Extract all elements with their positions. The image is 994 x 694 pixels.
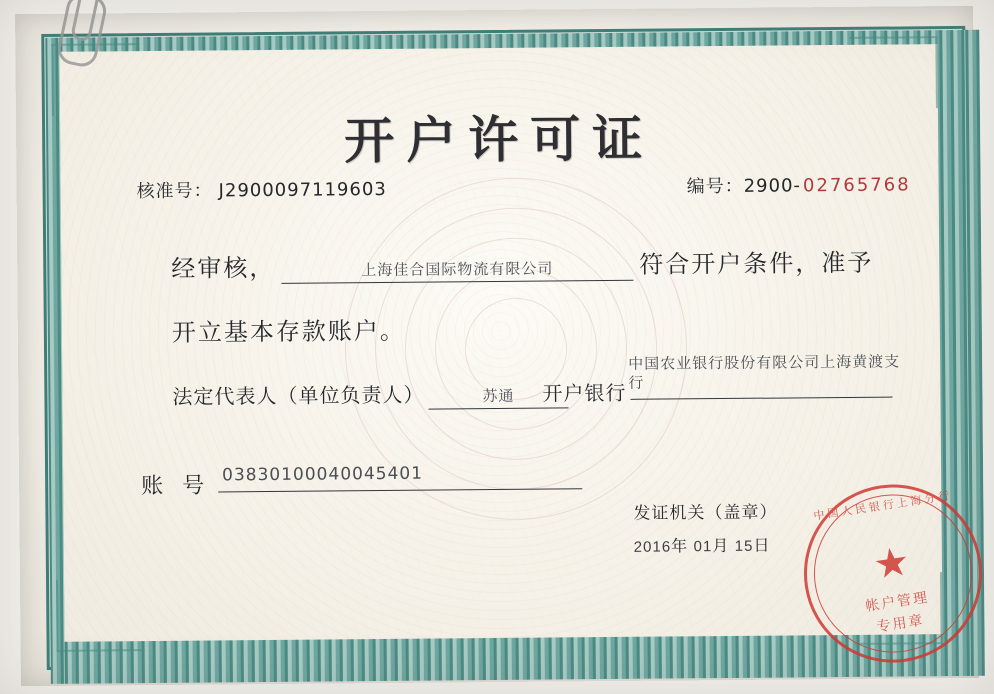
account-number-label: 账 号 <box>141 473 211 500</box>
bank-row <box>542 352 901 407</box>
serial-number-prefix: 2900- <box>743 175 802 197</box>
seal-mid-text: 帐户管理 <box>864 589 931 615</box>
certificate-paper <box>15 6 979 686</box>
seal-bottom-text: 专用章 <box>875 612 926 636</box>
seal-top-text: 中国人民银行上海分行 <box>812 489 954 523</box>
legal-representative-value: 苏通 <box>428 384 568 409</box>
issue-month-unit: 月 <box>712 537 730 556</box>
bank-value: 中国农业银行股份有限公司上海黄渡支行 <box>628 352 901 392</box>
body-line-1 <box>171 243 873 285</box>
serial-number-label: 编号： <box>686 175 744 198</box>
body-line-1-prefix: 经审核， <box>171 253 276 283</box>
certificate-content <box>59 44 954 642</box>
issue-day-value: 15 <box>734 537 754 555</box>
serial-number-row <box>687 170 911 198</box>
account-number-row <box>141 465 582 500</box>
star-icon: ★ <box>870 538 913 588</box>
issue-year-unit: 年 <box>671 538 689 556</box>
account-number-value: 03830100040045401 <box>222 463 424 486</box>
issue-year-value: 2016 <box>633 538 672 556</box>
approval-number-value: J2900097119603 <box>218 178 387 202</box>
issue-date <box>634 533 778 557</box>
approval-number-row <box>137 175 387 203</box>
company-name-value: 上海佳合国际物流有限公司 <box>281 257 633 284</box>
issue-day-unit: 日 <box>753 537 771 555</box>
approval-number-label: 核准号： <box>136 180 213 203</box>
issue-month-value: 01 <box>693 538 713 556</box>
legal-representative-label: 法定代表人（单位负责人） <box>172 382 425 409</box>
legal-representative-row <box>172 377 568 411</box>
serial-number-value: 02765768 <box>802 174 911 197</box>
body-line-1-suffix: 符合开户条件，准予 <box>639 248 874 279</box>
account-blank-line <box>218 463 582 492</box>
bank-blank-line <box>628 352 901 400</box>
issuer-block <box>633 498 778 557</box>
bank-label: 开户银行 <box>542 380 627 406</box>
page-title: 开户许可证 <box>343 109 655 171</box>
body-line-2: 开立基本存款账户。 <box>171 316 406 347</box>
issuer-label: 发证机关（盖章） <box>633 502 778 523</box>
